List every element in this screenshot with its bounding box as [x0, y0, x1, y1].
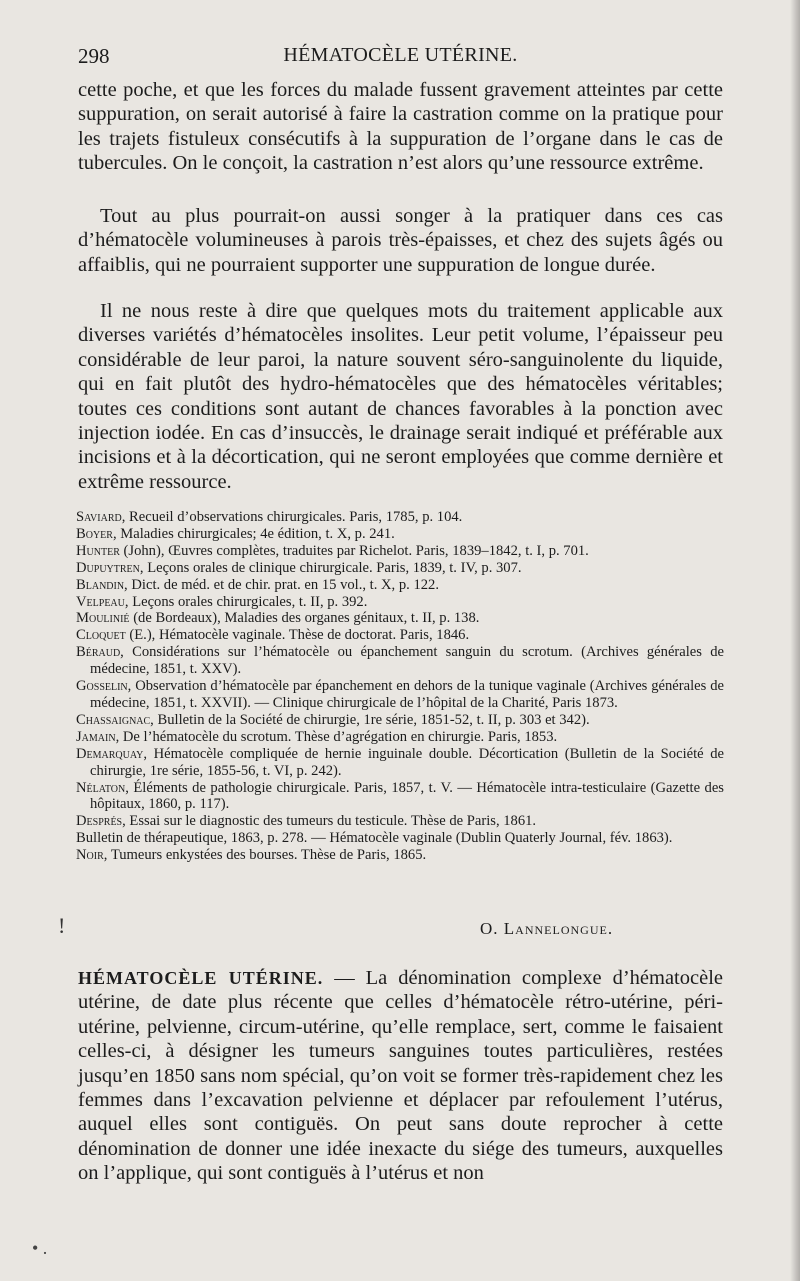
reference-author: Després, — [76, 813, 126, 830]
reference-author: Blandin, — [76, 576, 128, 593]
margin-mark: ! — [58, 913, 66, 938]
page-edge-shadow — [790, 0, 800, 1281]
new-article — [78, 966, 723, 1186]
reference-author: Noir, — [76, 847, 108, 864]
reference-author: Chassaignac, — [76, 711, 154, 728]
reference-item — [76, 813, 724, 830]
reference-author: Moulinié — [76, 610, 130, 627]
reference-item — [76, 746, 724, 780]
reference-text: Recueil d’observations chirurgicales. Paris, 1785, p. 104. — [129, 509, 463, 525]
reference-item — [76, 577, 724, 594]
reference-item — [76, 712, 724, 729]
paragraph-text: Tout au plus pourrait-on aussi songer à la pratiquer dans ces cas d’hématocèle volumineuses à parois très-épaisses, et chez des sujets âgés ou affaiblis, qui ne pourraient supporter une suppuration de longue durée. — [78, 205, 723, 276]
reference-item — [76, 543, 724, 560]
reference-text: Hématocèle compliquée de hernie inguinale double. Décortication (Bulletin de la Société de chirurgie, 1re série, 1855-56, t. VI, p. 242). — [90, 745, 724, 779]
reference-text: (E.), Hématocèle vaginale. Thèse de doctorat. Paris, 1846. — [129, 627, 470, 644]
reference-text: Leçons orales chirurgicales, t. II, p. 392. — [132, 593, 368, 610]
reference-author: Demarquay, — [76, 745, 148, 762]
article-paragraph — [78, 966, 723, 1186]
reference-author: Gosselin, — [76, 678, 132, 695]
bottom-mark: • . — [32, 1238, 48, 1258]
reference-author: Nélaton, — [76, 779, 129, 796]
reference-item — [76, 847, 724, 864]
reference-item — [76, 610, 724, 627]
reference-author: Dupuytren, — [76, 559, 144, 576]
reference-item — [76, 729, 724, 746]
reference-item — [76, 644, 724, 678]
author-signature: O. Lannelongue. — [480, 919, 614, 938]
reference-author: Saviard, — [76, 509, 126, 525]
reference-author: Cloquet — [76, 627, 126, 644]
article-text: — La dénomination complexe d’hématocèle utérine, de date plus récente que celles d’hématocèle rétro-utérine, péri-utérine, pelvienne, circum-utérine, qu’elle remplace, sert, comme le faisaient celles-ci, à désigner les tumeurs sanguines toutes particulières, restées jusqu’en 1850 sans nom spécial, qu’on voit se former très-rapidement chez les femmes dans l’excavation pelvienne et déplacer par refoulement l’utérus, auquel elles sont contiguës. On peut sans doute reprocher à cette dénomination de donner une idée inexacte du siége des tumeurs, auxquelles on l’applique, qui sont contiguës à l’utérus et non — [78, 967, 723, 1185]
paragraph-1 — [78, 78, 723, 176]
reference-item — [76, 560, 724, 577]
reference-author: Boyer, — [76, 525, 117, 542]
reference-text: Bulletin de thérapeutique, 1863, p. 278. — Hématocèle vaginale (Dublin Quaterly Journal, fév. 1863). — [76, 830, 673, 847]
reference-item — [76, 526, 724, 543]
paragraph-text: cette poche, et que les forces du malade fussent gravement atteintes par cette suppuration, on serait autorisé à faire la castration comme on la pratique pour les trajets fistuleux consécutifs à la suppuration de l’organe dans le cas de tubercules. On le conçoit, la castration n’est alors qu’une ressource extrême. — [78, 79, 723, 175]
reference-item — [76, 594, 724, 611]
reference-text: Essai sur le diagnostic des tumeurs du testicule. Thèse de Paris, 1861. — [129, 813, 537, 830]
running-title: HÉMATOCÈLE UTÉRINE. — [283, 44, 518, 66]
reference-author: Jamain, — [76, 728, 120, 745]
page-number: 298 — [78, 44, 110, 68]
bibliography — [76, 509, 724, 864]
reference-item — [76, 830, 724, 847]
reference-item — [76, 509, 724, 526]
reference-text: De l’hématocèle du scrotum. Thèse d’agrégation en chirurgie. Paris, 1853. — [122, 728, 558, 745]
paragraph-2 — [78, 204, 723, 277]
reference-text: Éléments de pathologie chirurgicale. Paris, 1857, t. V. — Hématocèle intra-testiculaire (Gazette des hôpitaux, 1860, p. 117). — [90, 779, 724, 813]
reference-author: Béraud, — [76, 644, 124, 661]
page-header — [78, 44, 723, 70]
reference-author: Hunter — [76, 542, 120, 559]
paragraph-3 — [78, 299, 723, 494]
reference-text: Considérations sur l’hématocèle ou épanchement sanguin du scrotum. (Archives générales de médecine, 1851, t. XXV). — [90, 644, 724, 678]
reference-text: Tumeurs enkystées des bourses. Thèse de Paris, 1865. — [110, 847, 427, 864]
paragraph-text: Il ne nous reste à dire que quelques mots du traitement applicable aux diverses variétés d’hématocèles insolites. Leur petit volume, l’épaisseur peu considérable de leur paroi, la nature souvent séro-sanguinolente du liquide, qui en fait plutôt des hydro-hématocèles que des hématocèles véritables; toutes ces conditions sont autant de chances favorables à la ponction avec injection iodée. En cas d’insuccès, le drainage serait indiqué et préférable aux incisions et à la décortication, qui ne seront employées que comme dernière et extrême ressource. — [78, 300, 723, 493]
reference-item — [76, 678, 724, 712]
reference-text: Observation d’hématocèle par épanchement en dehors de la tunique vaginale (Archives générales de médecine, 1851, t. XXVII). — Clinique chirurgicale de l’hôpital de la Charité, Paris 1873. — [90, 678, 724, 711]
reference-text: (de Bordeaux), Maladies des organes génitaux, t. II, p. 138. — [133, 610, 480, 627]
reference-text: Maladies chirurgicales; 4e édition, t. X, p. 241. — [120, 525, 395, 542]
reference-item — [76, 627, 724, 644]
reference-text: Leçons orales de clinique chirurgicale. Paris, 1839, t. IV, p. 307. — [147, 559, 522, 576]
reference-author: Velpeau, — [76, 593, 129, 610]
article-heading: HÉMATOCÈLE UTÉRINE. — [78, 968, 324, 988]
reference-item — [76, 780, 724, 814]
reference-text: Bulletin de la Société de chirurgie, 1re série, 1851-52, t. II, p. 303 et 342). — [157, 711, 590, 728]
reference-text: Dict. de méd. et de chir. prat. en 15 vol., t. X, p. 122. — [131, 576, 439, 593]
reference-text: (John), Œuvres complètes, traduites par Richelot. Paris, 1839–1842, t. I, p. 701. — [123, 542, 589, 559]
